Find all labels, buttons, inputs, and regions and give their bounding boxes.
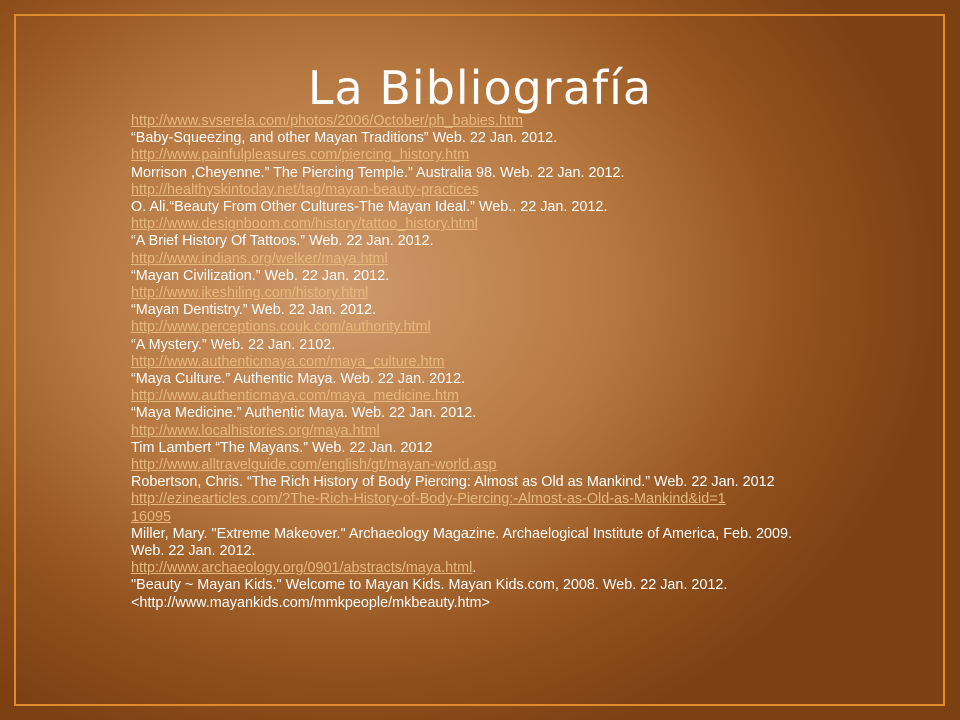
bibliography-link[interactable]: http://www.designboom.com/history/tattoo_history.html	[131, 216, 478, 233]
link-trailing-period: .	[472, 560, 477, 577]
bibliography-citation: “Baby-Squeezing, and other Mayan Traditions” Web. 22 Jan. 2012.	[131, 130, 558, 147]
bibliography-link[interactable]: http://www.perceptions.couk.com/authority.html	[131, 319, 431, 336]
bibliography-citation: Robertson, Chris. “The Rich History of Body Piercing: Almost as Old as Mankind.” Web. 22 Jan. 2012	[131, 474, 775, 491]
bibliography-citation: "Beauty ~ Mayan Kids." Welcome to Mayan Kids. Mayan Kids.com, 2008. Web. 22 Jan. 2012. <http://www.mayankids.com/mmkpeople/mkbeauty.htm>	[131, 577, 728, 611]
bibliography-link[interactable]: http://www.ikeshiling.com/history.html	[131, 285, 369, 302]
bibliography-citation: “Maya Medicine.” Authentic Maya. Web. 22 Jan. 2012.	[131, 405, 477, 422]
bibliography-citation: “Mayan Civilization.” Web. 22 Jan. 2012.	[131, 267, 390, 284]
bibliography-link[interactable]: http://www.authenticmaya.com/maya_medicine.htm	[131, 388, 459, 405]
bibliography-list	[131, 113, 821, 612]
bibliography-link[interactable]: http://www.localhistories.org/maya.html	[131, 422, 380, 439]
bibliography-link[interactable]: http://www.painfulpleasures.com/piercing_history.htm	[131, 147, 470, 164]
bibliography-link[interactable]: http://www.indians.org/welker/maya.html	[131, 250, 388, 267]
bibliography-citation: Morrison ,Cheyenne.” The Piercing Temple.” Australia 98. Web. 22 Jan. 2012.	[131, 164, 625, 181]
bibliography-citation: “Maya Culture.” Authentic Maya. Web. 22 Jan. 2012.	[131, 371, 466, 388]
bibliography-citation: O. Ali.“Beauty From Other Cultures-The Mayan Ideal.” Web.. 22 Jan. 2012.	[131, 199, 608, 216]
bibliography-link[interactable]: http://www.alltravelguide.com/english/gt/mayan-world.asp	[131, 457, 497, 474]
bibliography-link[interactable]: http://ezinearticles.com/?The-Rich-History-of-Body-Piercing:-Almost-as-Old-as-Mankind&id=116095	[131, 491, 726, 525]
bibliography-citation: “A Mystery.” Web. 22 Jan. 2102.	[131, 336, 336, 353]
bibliography-citation: “Mayan Dentistry.” Web. 22 Jan. 2012.	[131, 302, 377, 319]
bibliography-citation: Tim Lambert “The Mayans.” Web. 22 Jan. 2012	[131, 439, 433, 456]
bibliography-citation: Miller, Mary. "Extreme Makeover." Archaeology Magazine. Archaelogical Institute of America, Feb. 2009. Web. 22 Jan. 2012.	[131, 525, 793, 560]
bibliography-link[interactable]: http://www.svserela.com/photos/2006/October/ph_babies.htm	[131, 113, 523, 129]
slide-title: La Bibliografía	[307, 61, 653, 115]
bibliography-link[interactable]: http://www.archaeology.org/0901/abstracts/maya.html	[131, 560, 473, 577]
bibliography-citation: “A Brief History Of Tattoos.” Web. 22 Jan. 2012.	[131, 233, 434, 250]
bibliography-link[interactable]: http://www.authenticmaya.com/maya_culture.htm	[131, 353, 445, 370]
bibliography-link[interactable]: http://healthyskintoday.net/tag/mayan-beauty-practices	[131, 181, 479, 198]
